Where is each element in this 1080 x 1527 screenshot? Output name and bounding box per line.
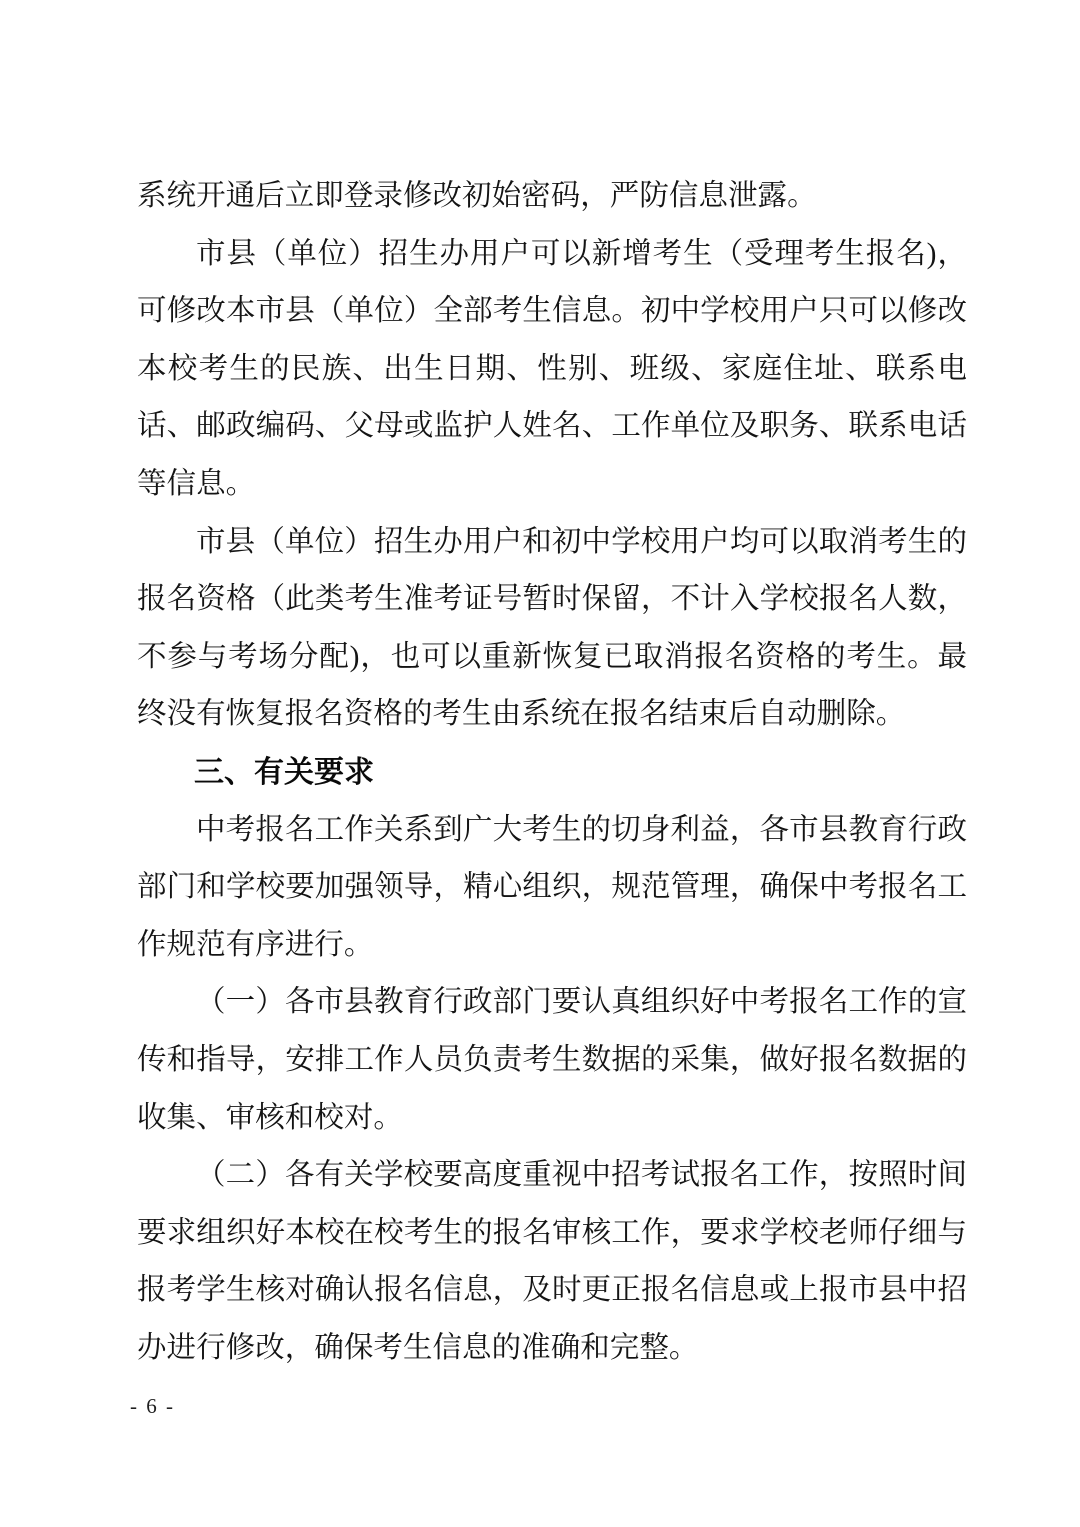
paragraph: （一）各市县教育行政部门要认真组织好中考报名工作的宣传和指导，安排工作人员负责考生数据的采集，做好报名数据的收集、审核和校对。 (137, 986, 967, 1134)
document-body (137, 0, 967, 1377)
paragraph: 中考报名工作关系到广大考生的切身利益，各市县教育行政部门和学校要加强领导，精心组织，规范管理，确保中考报名工作规范有序进行。 (137, 813, 967, 961)
paragraph: 市县（单位）招生办用户可以新增考生（受理考生报名)，可修改本市县（单位）全部考生信息。初中学校用户只可以修改本校考生的民族、出生日期、性别、班级、家庭住址、联系电话、邮政编码、父母或监护人姓名、工作单位及职务、联系电话等信息。 (137, 237, 967, 500)
section-heading: 三、有关要求 (194, 755, 374, 789)
paragraph-continuation: 系统开通后立即登录修改初始密码，严防信息泄露。 (137, 180, 817, 212)
page-number: - 6 - (130, 1394, 175, 1418)
paragraph: 市县（单位）招生办用户和初中学校用户均可以取消考生的报名资格（此类考生准考证号暂时保留，不计入学校报名人数，不参与考场分配)，也可以重新恢复已取消报名资格的考生。最终没有恢复报名资格的考生由系统在报名结束后自动删除。 (137, 525, 967, 731)
paragraph: （二）各有关学校要高度重视中招考试报名工作，按照时间要求组织好本校在校考生的报名审核工作，要求学校老师仔细与报考学生核对确认报名信息，及时更正报名信息或上报市县中招办进行修改，确保考生信息的准确和完整。 (137, 1159, 967, 1364)
